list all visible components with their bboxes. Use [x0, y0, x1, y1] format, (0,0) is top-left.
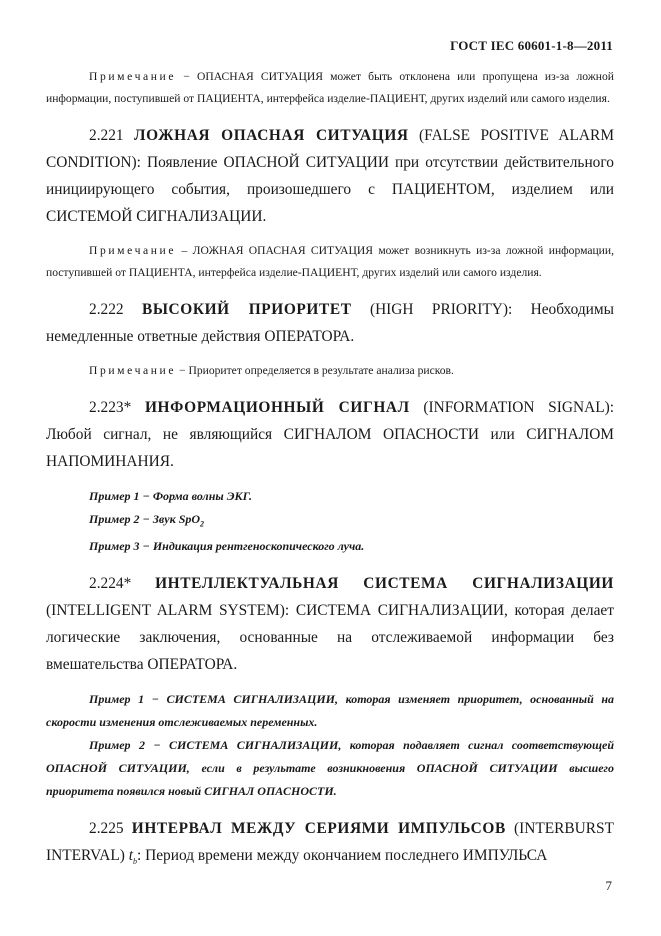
term-definition: (HIGH PRIORITY): Необходимы немедленные ответные действия ОПЕРАТОРА.: [46, 301, 614, 345]
term-title: ИНФОРМАЦИОННЫЙ СИГНАЛ: [144, 399, 410, 416]
term-title: ИНТЕЛЛЕКТУАЛЬНАЯ СИСТЕМА СИГНАЛИЗАЦИИ: [155, 575, 614, 593]
term-number: 2.225: [89, 820, 132, 838]
symbol: t: [128, 847, 133, 865]
example-2-subscript: 2: [200, 519, 205, 529]
example-2: Пример 2 − СИСТЕМА СИГНАЛИЗАЦИИ, которая подавляет сигнал соответствующей ОПАСНОЙ СИТУАЦИИ, если в результате возникновения ОПАСНОЙ СИТУАЦИИ высшего приоритета появился новый СИГНАЛ ОПАСНОСТИ.: [46, 738, 614, 799]
note-paragraph: [46, 240, 614, 284]
example-1: Пример 1 − Форма волны ЭКГ.: [89, 489, 252, 503]
example-2: [46, 508, 614, 535]
page-content: [46, 66, 614, 885]
term-definition: (INTELLIGENT ALARM SYSTEM): СИСТЕМА СИГНАЛИЗАЦИИ, которая делает логические заключения, основанные на отслеживаемой информации без вмешательства ОПЕРАТОРА.: [46, 602, 614, 674]
term-title: ВЫСОКИЙ ПРИОРИТЕТ: [141, 301, 352, 318]
term-title: ИНТЕРВАЛ МЕЖДУ СЕРИЯМИ ИМПУЛЬСОВ: [131, 820, 506, 838]
note-label: Примечание: [89, 364, 177, 377]
note-label: Примечание: [89, 70, 177, 83]
examples-2-223: [46, 485, 614, 558]
note-text: − ОПАСНАЯ СИТУАЦИЯ может быть отклонена или пропущена из-за ложной информации, поступившей от ПАЦИЕНТА, интерфейса изделие-ПАЦИЕНТ, других изделий или самого изделия.: [46, 70, 614, 105]
term-2-221: [46, 122, 614, 230]
term-definition-part-1: (INTERBURST INTERVAL): [46, 820, 614, 865]
note-paragraph: [46, 66, 614, 110]
term-2-222: [46, 296, 614, 350]
term-number: 2.224*: [89, 575, 156, 593]
examples-2-224: [46, 688, 614, 803]
note-paragraph: [46, 360, 614, 382]
term-definition-part-2: : Период времени между окончанием последнего ИМПУЛЬСА: [136, 847, 548, 865]
term-title: ЛОЖНАЯ ОПАСНАЯ СИТУАЦИЯ: [134, 127, 409, 144]
example-2-text: Пример 2 − Звук SpO: [89, 512, 201, 526]
term-definition: (INFORMATION SIGNAL): Любой сигнал, не являющийся СИГНАЛОМ ОПАСНОСТИ или СИГНАЛОМ НАПОМИНАНИЯ.: [46, 399, 614, 470]
example-1: Пример 1 − СИСТЕМА СИГНАЛИЗАЦИИ, которая изменяет приоритет, основанный на скорости изменения отслеживаемых переменных.: [46, 692, 614, 730]
term-number: 2.221: [89, 127, 135, 144]
term-2-225: [46, 815, 614, 875]
example-3: Пример 3 − Индикация рентгеноскопического луча.: [89, 539, 365, 554]
page-number: 7: [605, 878, 612, 893]
note-text: − Приоритет определяется в результате анализа рисков.: [176, 364, 454, 377]
term-number: 2.222: [89, 301, 142, 318]
note-text: – ЛОЖНАЯ ОПАСНАЯ СИТУАЦИЯ может возникнуть из-за ложной информации, поступившей от ПАЦИЕНТА, интерфейса изделие-ПАЦИЕНТ, других изделий или самого изделия.: [46, 244, 614, 279]
term-2-223: [46, 394, 614, 475]
term-number: 2.223*: [89, 399, 145, 416]
standard-header: ГОСТ IEC 60601-1-8—2011: [450, 38, 613, 53]
symbol-subscript: b: [132, 857, 137, 867]
note-label: Примечание: [89, 244, 177, 257]
term-2-224: [46, 570, 614, 678]
term-definition: (FALSE POSITIVE ALARM CONDITION): Появление ОПАСНОЙ СИТУАЦИИ при отсутствии действительного инициирующего события, произошедшего с ПАЦИЕНТОМ, изделием или СИСТЕМОЙ СИГНАЛИЗАЦИИ.: [46, 127, 614, 225]
